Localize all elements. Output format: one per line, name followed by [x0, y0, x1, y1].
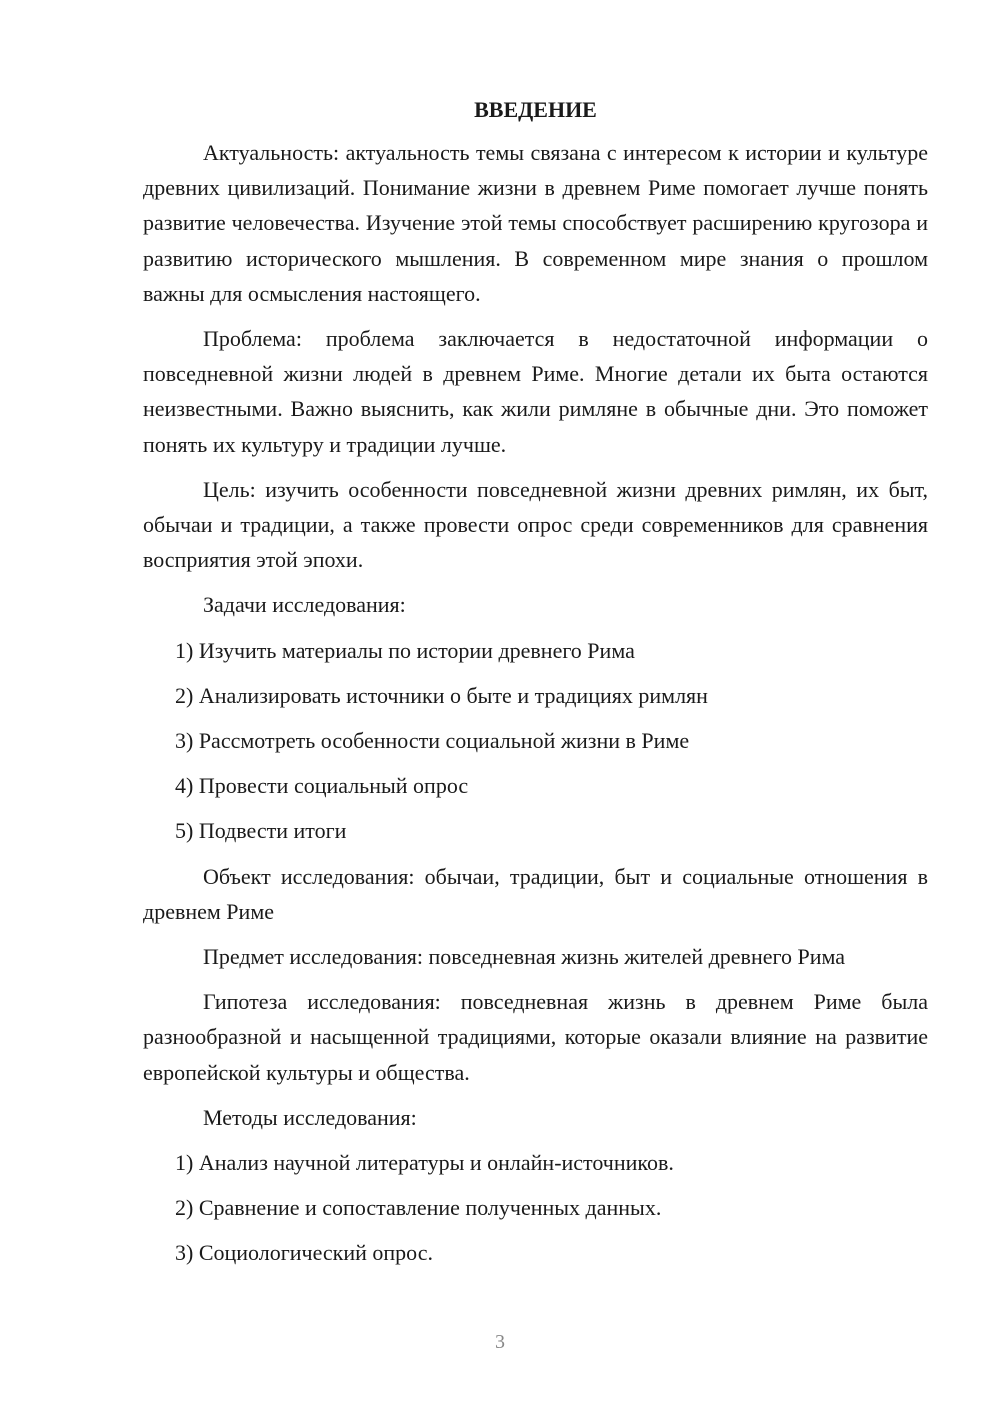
subject-paragraph: Предмет исследования: повседневная жизнь жителей древнего Рима — [203, 944, 846, 970]
list-item: 5) Подвести итоги — [175, 818, 347, 844]
list-item: 2) Анализировать источники о быте и традициях римлян — [175, 682, 708, 708]
object-paragraph: Объект исследования: обычаи, традиции, быт и социальные отношения в древнем Риме — [143, 863, 928, 924]
problem-paragraph: Проблема: проблема заключается в недостаточной информации о повседневной жизни людей в древнем Риме. Многие детали их быта остаются неизвестными. Важно выяснить, как жили римляне в обычные дни. Это поможет понять их культуру и традиции лучше. — [143, 326, 928, 457]
hypothesis-paragraph: Гипотеза исследования: повседневная жизнь в древнем Риме была разнообразной и насыщенной традициями, которые оказали влияние на развитие европейской культуры и общества. — [143, 989, 928, 1085]
methods-label: Методы исследования: — [203, 1104, 417, 1130]
methods-list — [143, 1145, 928, 1271]
list-item: 3) Социологический опрос. — [175, 1240, 433, 1266]
list-item: 1) Изучить материалы по истории древнего Рима — [175, 637, 635, 663]
tasks-label: Задачи исследования: — [203, 592, 406, 618]
list-item: 2) Сравнение и сопоставление полученных данных. — [175, 1195, 662, 1221]
relevance-paragraph: Актуальность: актуальность темы связана с интересом к истории и культуре древних цивилизаций. Понимание жизни в древнем Риме помогает лучше понять развитие человечества. Изучение этой темы способствует расширению кругозора и развитию исторического мышления. В современном мире знания о прошлом важны для осмысления настоящего. — [143, 140, 928, 306]
list-item: 3) Рассмотреть особенности социальной жизни в Риме — [175, 728, 690, 754]
page-title: ВВЕДЕНИЕ — [474, 97, 597, 122]
list-item: 4) Провести социальный опрос — [175, 773, 469, 799]
tasks-list — [143, 633, 928, 849]
page-number: 3 — [495, 1331, 505, 1353]
goal-paragraph: Цель: изучить особенности повседневной жизни древних римлян, их быт, обычаи и традиции, а также провести опрос среди современников для сравнения восприятия этой эпохи. — [143, 476, 928, 573]
list-item: 1) Анализ научной литературы и онлайн-источников. — [175, 1150, 674, 1176]
document-page — [143, 92, 928, 1281]
